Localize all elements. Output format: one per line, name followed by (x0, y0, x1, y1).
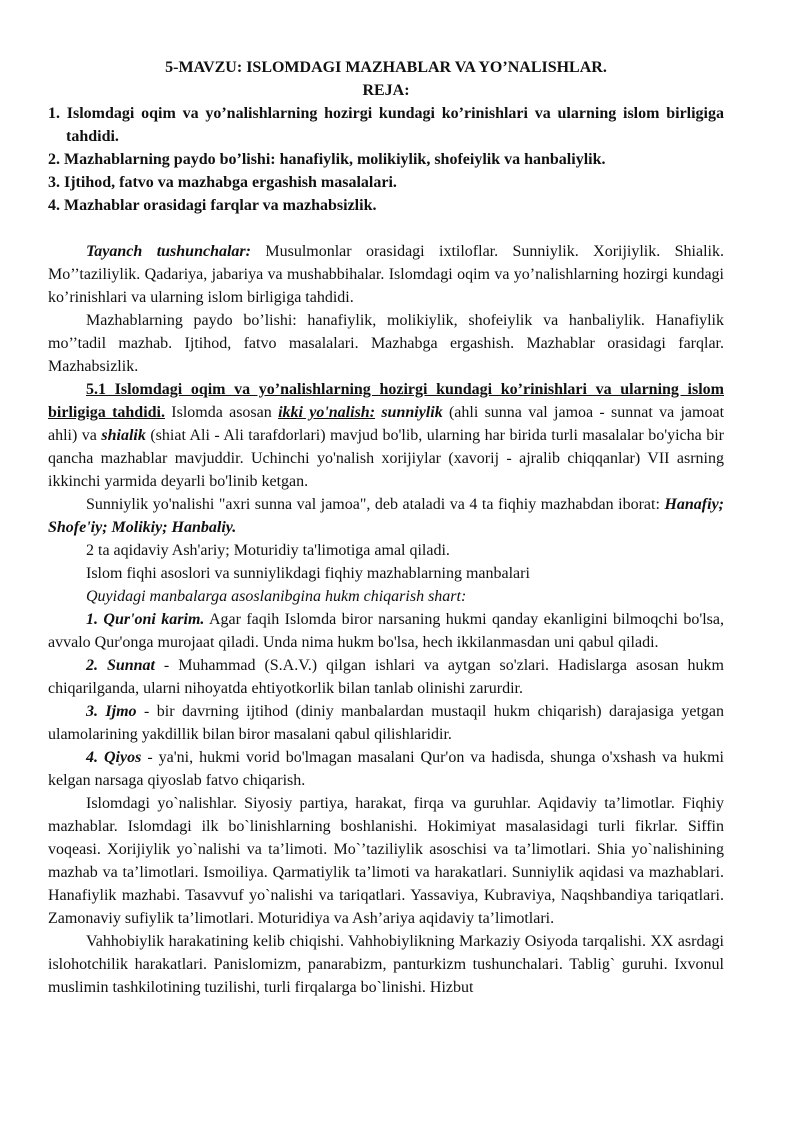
paragraph-text: - ya'ni, hukmi vorid bo'lmagan masalani Qur'on va hadisda, shunga o'xshash va hukmi kelgan narsaga qiyoslab fatvo chiqarish. (48, 749, 725, 789)
paragraph-text: Sunniylik yo'nalishi "axri sunna val jamoa", deb ataladi va 4 ta fiqhiy mazhabdan iborat: (86, 496, 665, 513)
reja-item: 2. Mazhablarning paydo bo’lishi: hanafiylik, molikiylik, shofeiylik va hanbaliylik. (48, 151, 606, 168)
paragraph-source-ijma (48, 700, 724, 746)
paragraph-sunniylik (48, 493, 724, 539)
paragraph-source-qiyas (48, 746, 724, 792)
paragraph-madhhabs-intro: Mazhablarning paydo bo’lishi: hanafiylik, molikiylik, shofeiylik va hanbaliylik. Hanafiylik mo’’tadil mazhab. Ijtihod, fatvo masalalari. Mazhabga ergashish. Mazhablar orasidagi farqlar. Mazhabsizlik. (48, 312, 724, 375)
emphasis-shialik: shialik (101, 427, 146, 444)
paragraph-source-sunnah (48, 654, 724, 700)
source-label: 4. Qiyos (86, 749, 142, 766)
paragraph-directions: Islomdagi yo`nalishlar. Siyosiy partiya, harakat, firqa va guruhlar. Aqidaviy ta’limotlar. Fiqhiy mazhablar. Islomdagi ilk bo`linishlarning boshlanishi. Hokimiyat masalasidagi turli fikrlar. Siffin voqeasi. Xorijiylik yo`nalishi va ta’limoti. Mo`’taziliylik asoschisi va ta’limotlari. Shia yo`nalishining mazhab va ta’limotlari. Ismoiliya. Qarmatiylik ta’limoti va harakatlari. Sunniylik aqidasi va mazhablari. Hanafiylik mazhabi. Tasavvuf yo`nalishi va tariqatlari. Yassaviya, Kubraviya, Naqshbandiya tariqatlari. Zamonaviy sufiylik ta’limotlari. Moturidiya va Ash’ariya aqidaviy ta’limotlari. (48, 795, 724, 927)
paragraph-wahhabism: Vahhobiylik harakatining kelib chiqishi. Vahhobiylikning Markaziy Osiyoda tarqalishi. XX asrdagi islohotchilik harakatlari. Panislomizm, panarabizm, panturkizm tushunchalari. Tablig` guruhi. Ixvonul muslimin tashkilotining tuzilishi, turli firqalarga bo`linishi. Hizbut (48, 933, 724, 996)
reja-item: 3. Ijtihod, fatvo va mazhabga ergashish masalalari. (48, 174, 397, 191)
madhhab-list: Hanafiy; Shofe'iy; Molikiy; Hanbaliy. (48, 496, 724, 536)
key-concepts-label: Tayanch tushunchalar: (86, 243, 251, 260)
paragraph-text: (ahli sunna val jamoa - sunnat va jamoat ahli) va (48, 404, 725, 444)
reja-item: 4. Mazhablar orasidagi farqlar va mazhabsizlik. (48, 197, 377, 214)
source-label: 1. Qur'oni karim. (86, 611, 205, 628)
paragraph-aqida: 2 ta aqidaviy Ash'ariy; Moturidiy ta'limotiga amal qiladi. (86, 542, 450, 559)
source-label: 3. Ijmo (86, 703, 137, 720)
section-heading: 5.1 Islomdagi oqim va yo’nalishlarning hozirgi kundagi ko’rinishlari va ularning islom birligiga tahdidi. (48, 381, 724, 421)
paragraph-text: - bir davrning ijtihod (diniy manbalardan mustaqil hukm chiqarish) darajasiga yetgan ulamolarining yakdillik bilan biror masalani qabul qilishlaridir. (48, 703, 724, 743)
paragraph-key-concepts (48, 240, 724, 309)
paragraph-section-5-1 (48, 378, 724, 493)
reja-heading: REJA: (362, 82, 410, 99)
paragraph-fiqh-sources: Islom fiqhi asoslori va sunniylikdagi fiqhiy mazhablarning manbalari (86, 565, 530, 582)
emphasis-two-directions: ikki yo'nalish: (278, 404, 376, 421)
paragraph-text: Islomda asosan (164, 404, 279, 421)
emphasis-sunniylik: sunniylik (381, 404, 443, 421)
source-label: 2. Sunnat (86, 657, 155, 674)
page-title: 5-MAVZU: ISLOMDAGI MAZHABLAR VA YO’NALISHLAR. (165, 59, 607, 76)
paragraph-text: Agar faqih Islomda biror narsaning hukmi qanday ekanligini bilmoqchi bo'lsa, avvalo Qur'onga murojaat qiladi. Unda nima hukm bo'lsa, hech ikkilanmasdan uni qabul qiladi. (48, 611, 724, 651)
paragraph-source-quran (48, 608, 724, 654)
paragraph-sources-intro: Quyidagi manbalarga asoslanibgina hukm chiqarish shart: (86, 588, 467, 605)
blank-line (48, 217, 724, 240)
paragraph-text: (shiat Ali - Ali tarafdorlari) mavjud bo'lib, ularning har birida turli masalalar bo'yicha bir qancha mazhablar mavjuddir. Uchinchi yo'nalish xorijiylar (xavorij - ajralib chiqqanlar) VII asrning ikkinchi yarmida deyarli bo'linib ketgan. (48, 427, 724, 490)
paragraph-text: Musulmonlar orasidagi ixtiloflar. Sunniylik. Xorijiylik. Shialik. Mo’’taziliylik. Qadariya, jabariya va mushabbihalar. Islomdagi oqim va yo’nalishlarning hozirgi kundagi ko’rinishlari va ularning islom birligiga tahdidi. (48, 243, 724, 306)
paragraph-text: - Muhammad (S.A.V.) qilgan ishlari va aytgan so'zlari. Hadislarga asosan hukm chiqarilganda, ularni nihoyatda ehtiyotkorlik bilan tanlab olinishi zarurdir. (48, 657, 724, 697)
reja-list (48, 102, 724, 217)
reja-item: 1. Islomdagi oqim va yo’nalishlarning hozirgi kundagi ko’rinishlari va ularning islom birligiga tahdidi. (48, 105, 724, 145)
